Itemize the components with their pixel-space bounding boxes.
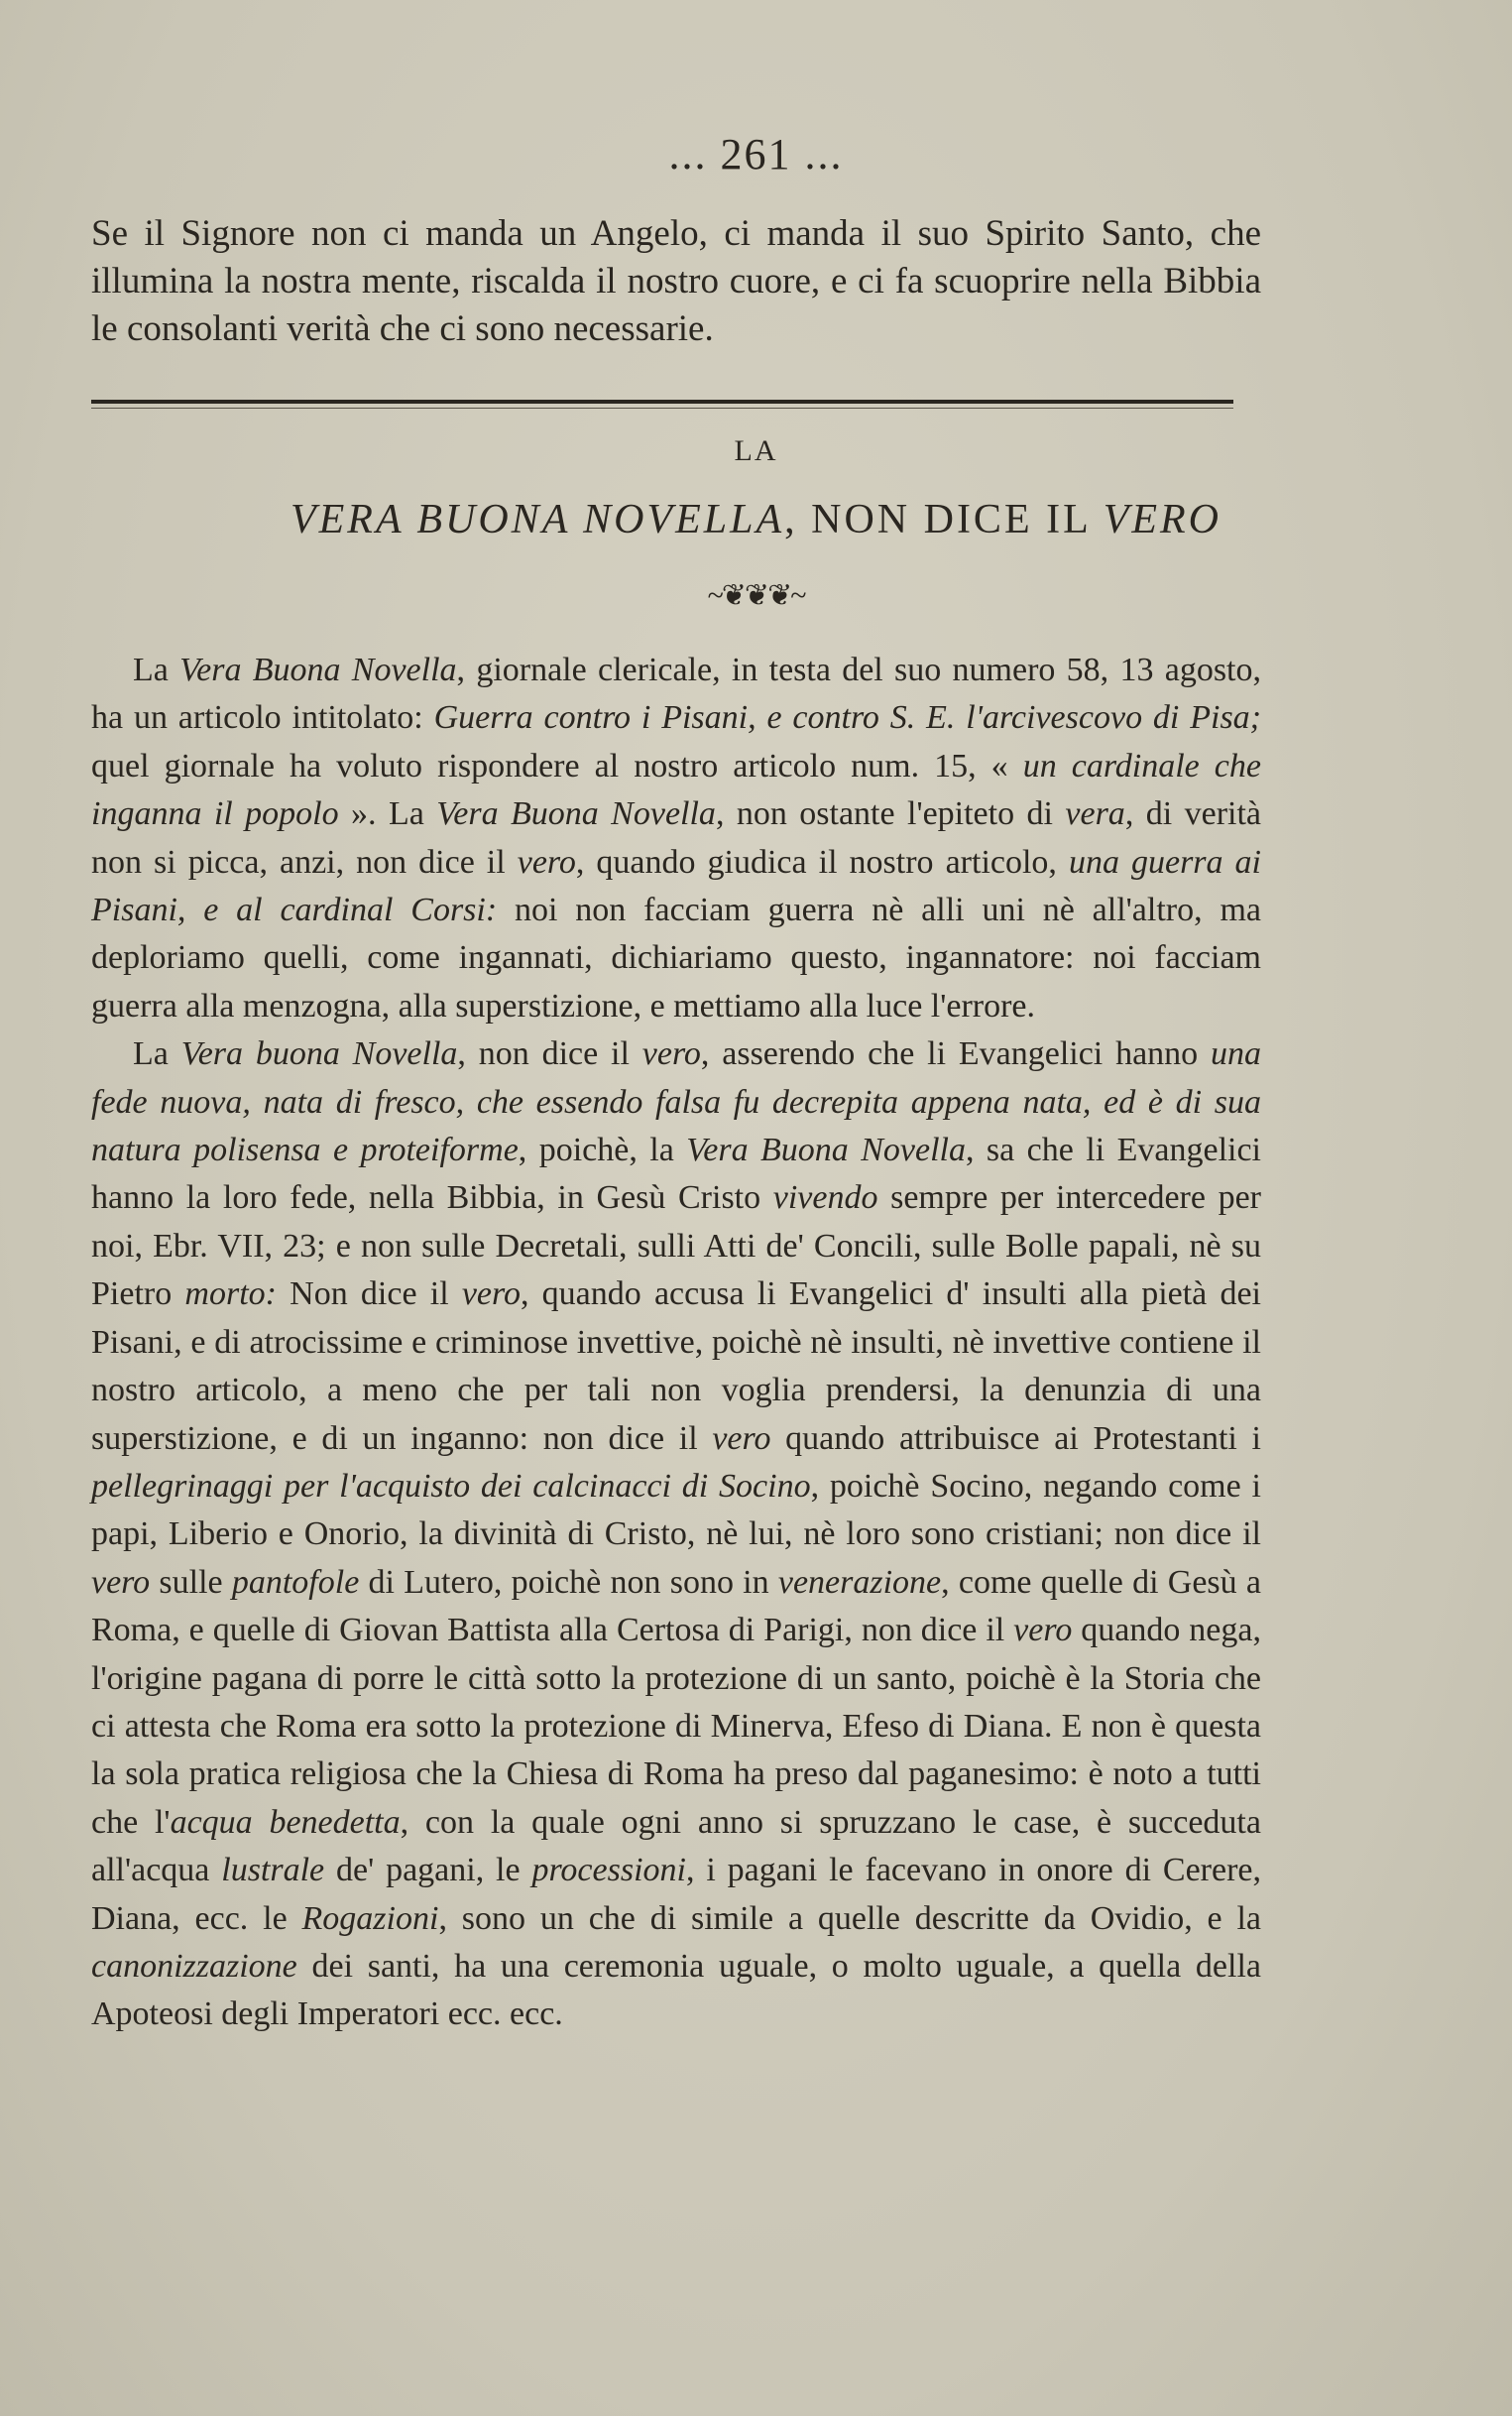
text-run: quando nega, l'origine pagana di porre le città sotto la protezione di un santo, poichè è la Storia che ci attesta che Roma era sotto la protezione di Minerva, Efeso di Diana. E non è questa la sola pratica religiosa che la Chiesa di Roma ha preso dal paganesimo: è noto a tutti che l' [91, 1612, 1261, 1841]
italic-run: vero [91, 1563, 151, 1601]
article-title-part2: , NON DICE IL [784, 497, 1104, 543]
text-run: , con la quale ogni anno si spruzzano le case, è succeduta all'acqua [91, 1803, 1261, 1889]
text-run: , non dice il [457, 1035, 642, 1073]
text-run: , sono un che di simile a quelle descritte da Ovidio, e la [438, 1899, 1261, 1937]
italic-run: acqua benedetta [170, 1803, 401, 1841]
page-number: ... 261 ... [668, 130, 844, 179]
italic-run: una guerra ai Pisani, e al cardinal Corsi: [91, 843, 1262, 929]
text-run: , come quelle di Gesù a Roma, e quelle di Giovan Battista alla Certosa di Parigi, non dice il [91, 1563, 1261, 1649]
text-run: , di verità non si picca, anzi, non dice il [91, 795, 1261, 881]
italic-run: lustrale [221, 1852, 325, 1889]
section-rule-thin [91, 408, 1233, 409]
text-run: , quando accusa li Evangelici d' insulti alla pietà dei Pisani, e di atrocissime e criminose invettive, poichè nè insulti, nè invettive contiene il nostro articolo, a meno che per tali non voglia prendersi, la denunzia di una superstizione, e di un inganno: non dice il [91, 1275, 1261, 1457]
italic-run: vero [712, 1419, 771, 1457]
italic-run: vera [1065, 795, 1125, 833]
italic-run: pellegrinaggi per l'acquisto dei calcinacci di Socino [91, 1467, 811, 1505]
text-run: noi non facciam guerra nè alli uni nè all'altro, ma deploriamo quelli, come ingannati, dichiariamo questo, ingannatore: noi facciam guerra alla menzogna, alla superstizione, e mettiamo alla luce l'errore. [91, 892, 1261, 1025]
italic-run: vero [461, 1275, 521, 1313]
text-run: dei santi, ha una ceremonia uguale, o molto uguale, a quella della Apoteosi degli Imperatori ecc. ecc. [91, 1947, 1261, 2033]
italic-run: Guerra contro i Pisani, e contro S. E. l'arcivescovo di Pisa; [433, 699, 1261, 737]
italic-run: canonizzazione [91, 1947, 297, 1985]
italic-run: un cardinale che inganna il popolo [91, 747, 1261, 833]
text-run: La [133, 652, 180, 688]
italic-run: morto: [184, 1275, 277, 1313]
article-title-part1: VERA BUONA NOVELLA [291, 497, 785, 543]
italic-run: Vera buona Novella [180, 1035, 458, 1073]
article-paragraph [91, 647, 1261, 1030]
text-run: , poichè, la [518, 1132, 687, 1169]
text-run: quel giornale ha voluto rispondere al nostro articolo num. 15, « [91, 747, 1023, 785]
text-run: , quando giudica il nostro articolo, [575, 843, 1069, 881]
text-run: , poichè Socino, negando come i papi, Liberio e Onorio, la divinità di Cristo, nè lui, nè loro sono cristiani; non dice il [91, 1467, 1261, 1553]
article-overline: LA [734, 434, 778, 467]
text-run: di Lutero, poichè non sono in [359, 1563, 778, 1601]
italic-run: venerazione [777, 1563, 942, 1601]
text-run: sulle [150, 1563, 232, 1601]
italic-run: Vera Buona Novella [686, 1132, 966, 1169]
italic-run: vivendo [772, 1179, 878, 1217]
text-run: , sa che li Evangelici hanno la loro fede, nella Bibbia, in Gesù Cristo [91, 1132, 1261, 1217]
italic-run: vero [517, 843, 576, 881]
text-run: quando attribuisce ai Protestanti i [770, 1419, 1261, 1457]
section-rule [91, 400, 1233, 404]
text-run: sempre per intercedere per noi, Ebr. VII, 23; e non sulle Decretali, sulli Atti de' Concili, sulle Bolle papali, nè su Pietro [91, 1179, 1262, 1313]
article-title [0, 496, 1512, 544]
text-run: , non ostante l'epiteto di [715, 795, 1066, 833]
article-paragraph [91, 1030, 1261, 2039]
text-run: de' pagani, le [324, 1852, 532, 1889]
text-run: , giornale clericale, in testa del suo numero 58, 13 agosto, ha un articolo intitolato: [91, 652, 1261, 737]
italic-run: Rogazioni [301, 1899, 439, 1937]
intro-paragraph: Se il Signore non ci manda un Angelo, ci manda il suo Spirito Santo, che illumina la nostra mente, riscalda il nostro cuore, e ci fa scuoprire nella Bibbia le consolanti verità che ci sono necessarie. [91, 213, 1261, 349]
italic-run: vero [641, 1035, 701, 1073]
italic-run: Vera Buona Novella [179, 652, 457, 688]
article-title-part3: VERO [1103, 497, 1221, 543]
text-run: , asserendo che li Evangelici hanno [700, 1035, 1211, 1073]
text-run: Non dice il [276, 1275, 462, 1313]
article-body [91, 647, 1261, 2039]
italic-run: processioni [531, 1852, 686, 1889]
ornament-icon: ~❦❦❦~ [707, 579, 805, 612]
text-run: , i pagani le facevano in onore di Cerere, Diana, ecc. le [91, 1852, 1261, 1937]
italic-run: una fede nuova, nata di fresco, che essendo falsa fu decrepita appena nata, ed è di sua natura polisensa e proteiforme [91, 1035, 1261, 1169]
italic-run: pantofole [231, 1563, 360, 1601]
italic-run: Vera Buona Novella [436, 795, 716, 833]
italic-run: vero [1013, 1612, 1073, 1649]
text-run: ». La [338, 795, 437, 833]
text-run: La [133, 1035, 181, 1073]
